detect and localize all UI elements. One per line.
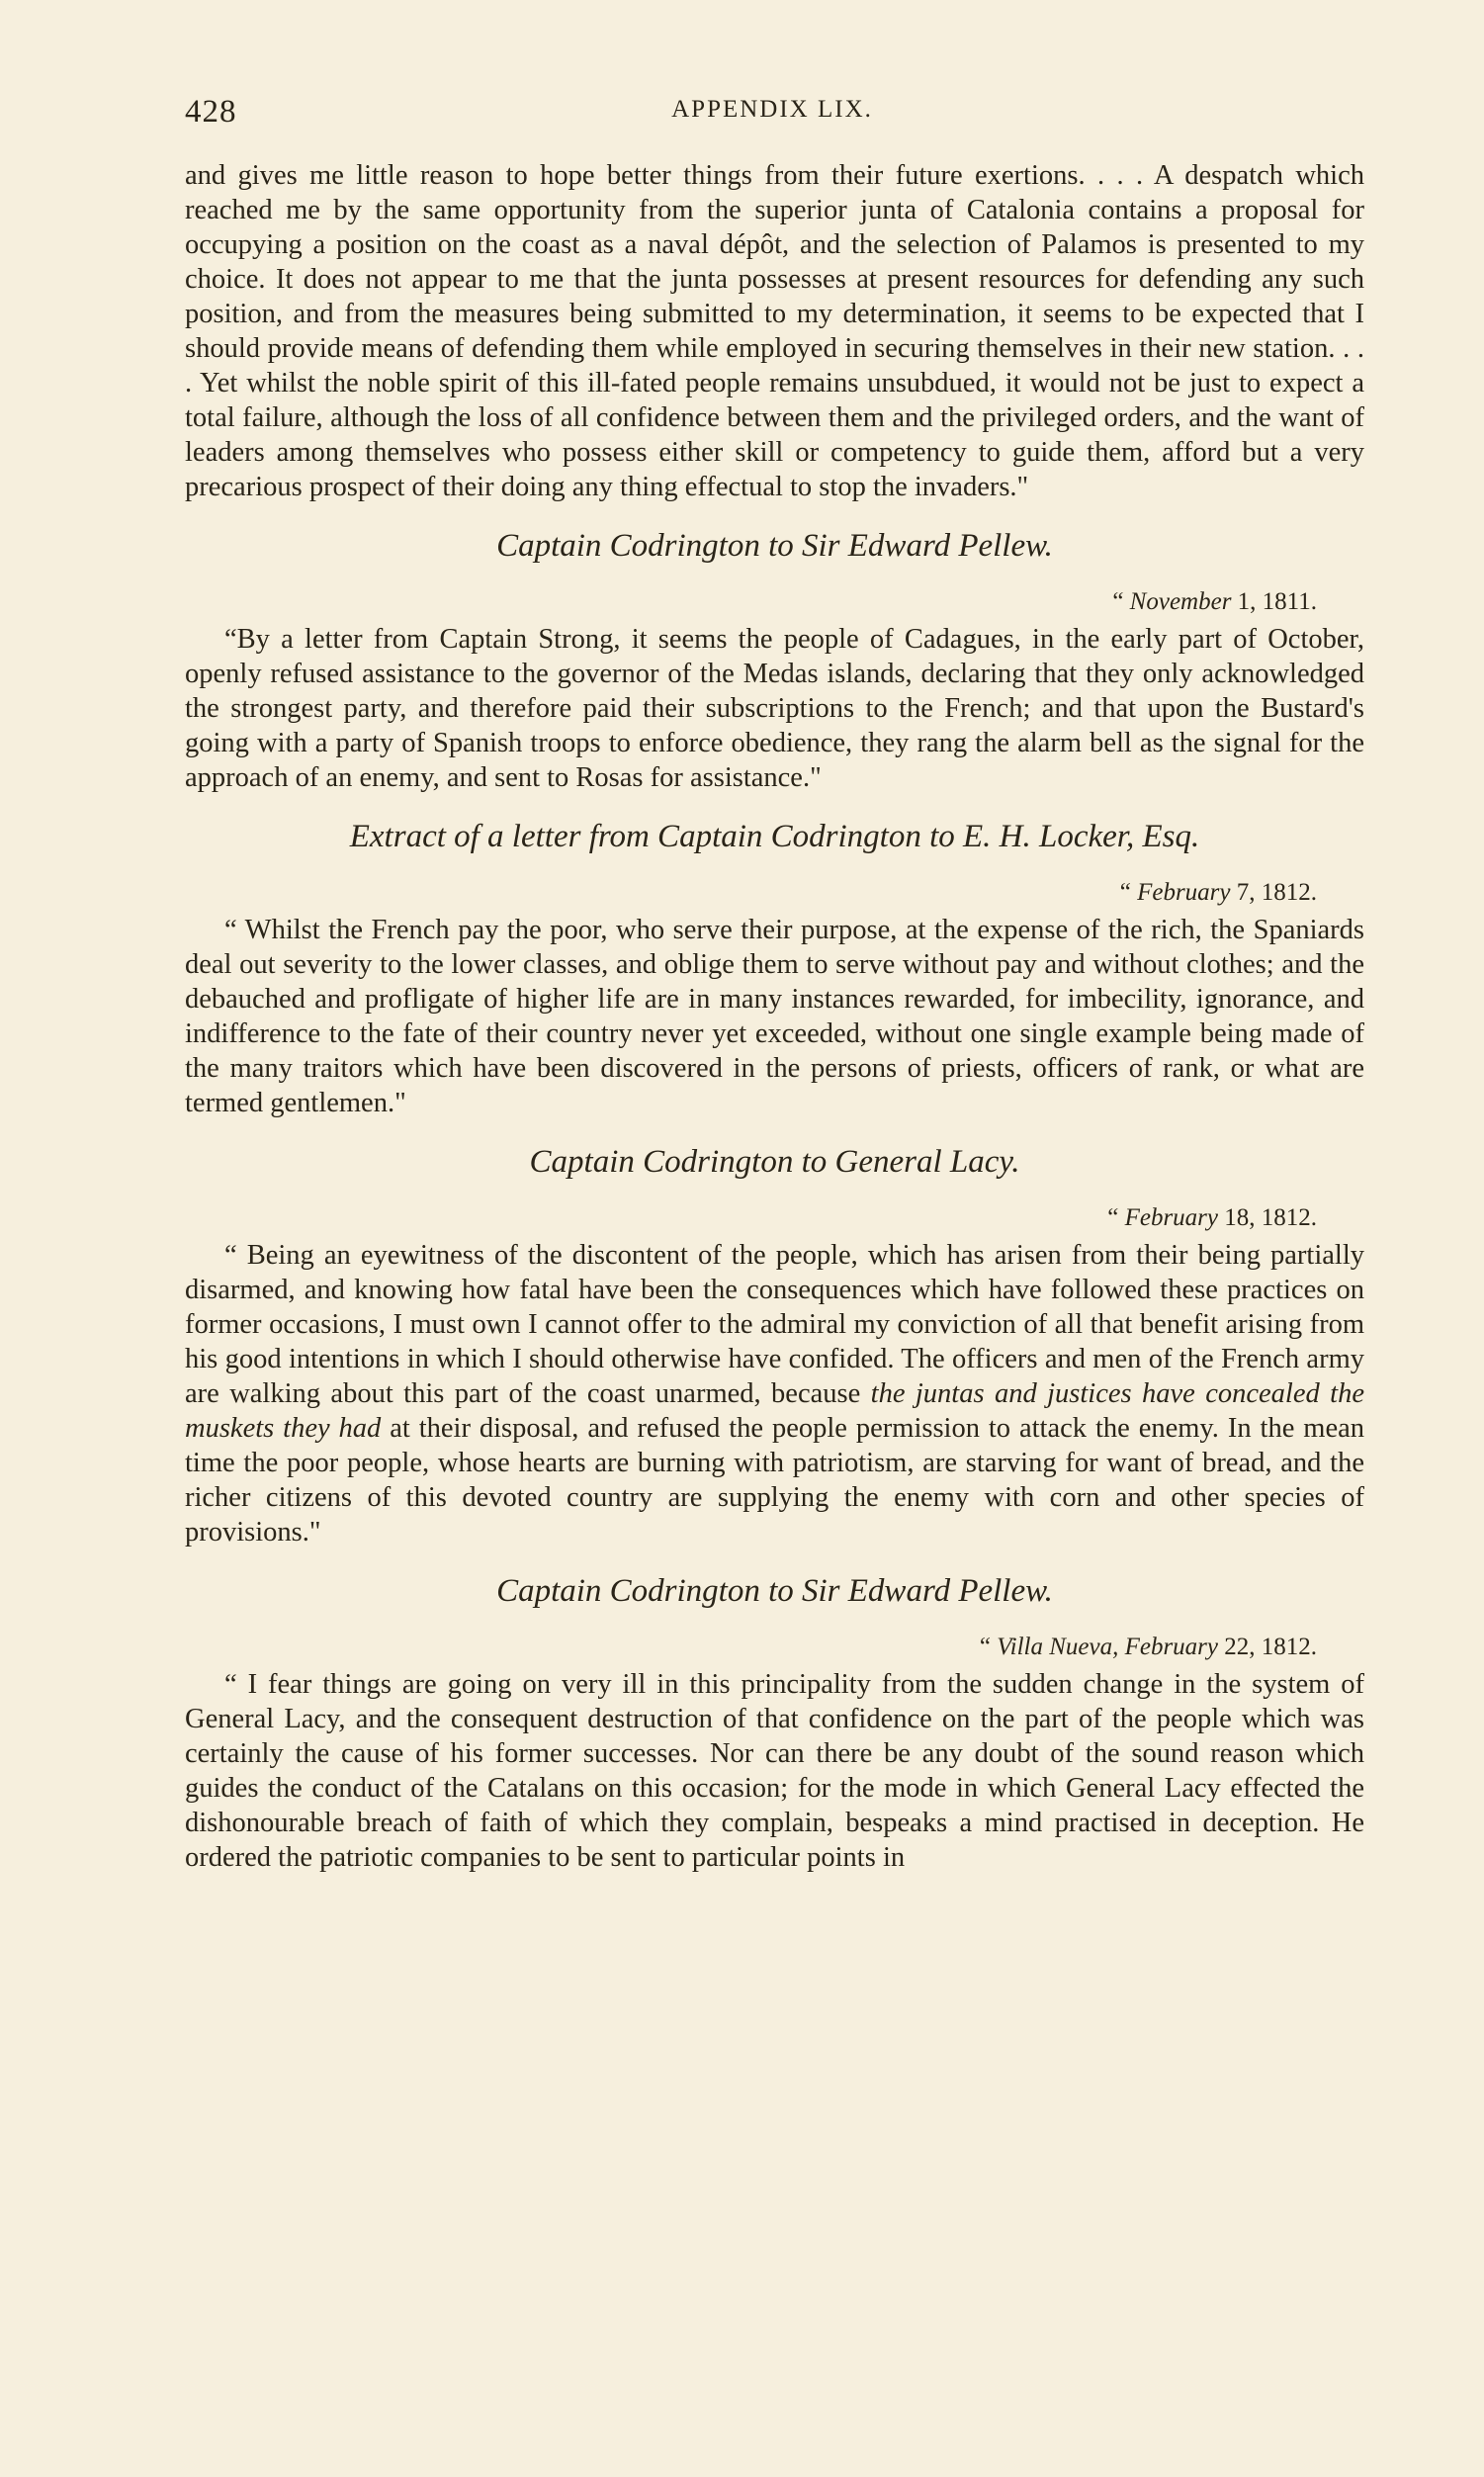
dateline (185, 1201, 1364, 1234)
body-text (185, 158, 1364, 1875)
dateline (185, 1631, 1364, 1663)
dateline-italic: February (1124, 1204, 1218, 1231)
letter-text: “ Being an eyewitness of the discontent of the people, which has arisen from their being partially disarmed, and knowing how fatal have been the consequences which have followed these practices on former occasions, I must own I cannot offer to the admiral my conviction of all that benefit arising from his good intentions in which I should otherwise have confided. The officers and men of the French army are walking about this part of the coast unarmed, because (185, 1240, 1364, 1409)
dateline (185, 876, 1364, 909)
section-heading: Captain Codrington to Sir Edward Pellew. (496, 1573, 1053, 1609)
dateline-open: “ (1112, 588, 1130, 615)
dateline-rest: 7, 1812. (1230, 879, 1317, 906)
letter-paragraph: “ I fear things are going on very ill in this principality from the sudden change in the system of General Lacy, and the consequent destruction of that confidence on the part of the people which was certainly the cause of his former successes. Nor can there be any doubt of the sound reason which guides the conduct of the Catalans on this occasion; for the mode in which General Lacy effected the dishonourable breach of faith of which they complain, bespeaks a mind practised in deception. He ordered the patriotic companies to be sent to particular points in (185, 1669, 1364, 1873)
dateline-italic: February (1137, 879, 1231, 906)
letter-text-italic: the juntas and justices have concealed the muskets they had (185, 1378, 1364, 1444)
letter-paragraph: “By a letter from Captain Strong, it seems the people of Cadagues, in the early part of October, openly refused assistance to the governor of the Medas islands, declaring that they only acknowledged the strongest party, and therefore paid their subscriptions to the French; and that upon the Bustard's going with a party of Spanish troops to enforce obedience, they rang the alarm bell as the signal for the approach of an enemy, and sent to Rosas for assistance." (185, 624, 1364, 793)
dateline-open: “ (979, 1634, 998, 1660)
dateline (185, 585, 1364, 618)
dateline-open: “ (1107, 1204, 1125, 1231)
opening-paragraph: and gives me little reason to hope better things from their future exertions. . . . A despatch which reached me by the same opportunity from the superior junta of Catalonia contains a proposal for occupying a position on the coast as a naval dépôt, and the selection of Palamos is presented to my choice. It does not appear to me that the junta possesses at present resources for defending any such position, and from the measures being submitted to my determination, it seems to be expected that I should provide means of defending them while employed in securing themselves in their new station. . . . Yet whilst the noble spirit of this ill-fated people remains unsubdued, it would not be just to expect a total failure, although the loss of all confidence between them and the privileged orders, and the want of leaders among themselves who possess either skill or competency to guide them, afford but a very precarious prospect of their doing any thing effectual to stop the invaders." (185, 160, 1364, 502)
page-number: 428 (185, 94, 237, 130)
dateline-rest: 18, 1812. (1218, 1204, 1317, 1231)
running-head: APPENDIX LIX. (671, 96, 873, 123)
page-header (185, 94, 1359, 138)
dateline-italic: Villa Nueva, February (997, 1634, 1218, 1660)
letter-paragraph: “ Whilst the French pay the poor, who serve their purpose, at the expense of the rich, the Spaniards deal out severity to the lower classes, and oblige them to serve without pay and without clothes; and the debauched and profligate of higher life are in many instances rewarded, for imbecility, ignorance, and indifference to the fate of their country never yet exceeded, without one single example being made of the many traitors which have been discovered in the persons of priests, officers of rank, or what are termed gentlemen." (185, 915, 1364, 1118)
section-heading: Captain Codrington to Sir Edward Pellew. (496, 528, 1053, 564)
section-heading: Captain Codrington to General Lacy. (529, 1144, 1020, 1180)
letter-text: at their disposal, and refused the people permission to attack the enemy. In the mean time the poor people, whose hearts are burning with patriotism, are starving for want of bread, and the richer citizens of this devoted country are supplying the enemy with corn and other species of provisions." (185, 1413, 1364, 1548)
dateline-rest: 1, 1811. (1231, 588, 1317, 615)
letter-paragraph (185, 1238, 1364, 1549)
dateline-open: “ (1119, 879, 1138, 906)
dateline-rest: 22, 1812. (1218, 1634, 1317, 1660)
section-heading: Extract of a letter from Captain Codrington to E. H. Locker, Esq. (349, 819, 1200, 854)
dateline-italic: November (1129, 588, 1232, 615)
